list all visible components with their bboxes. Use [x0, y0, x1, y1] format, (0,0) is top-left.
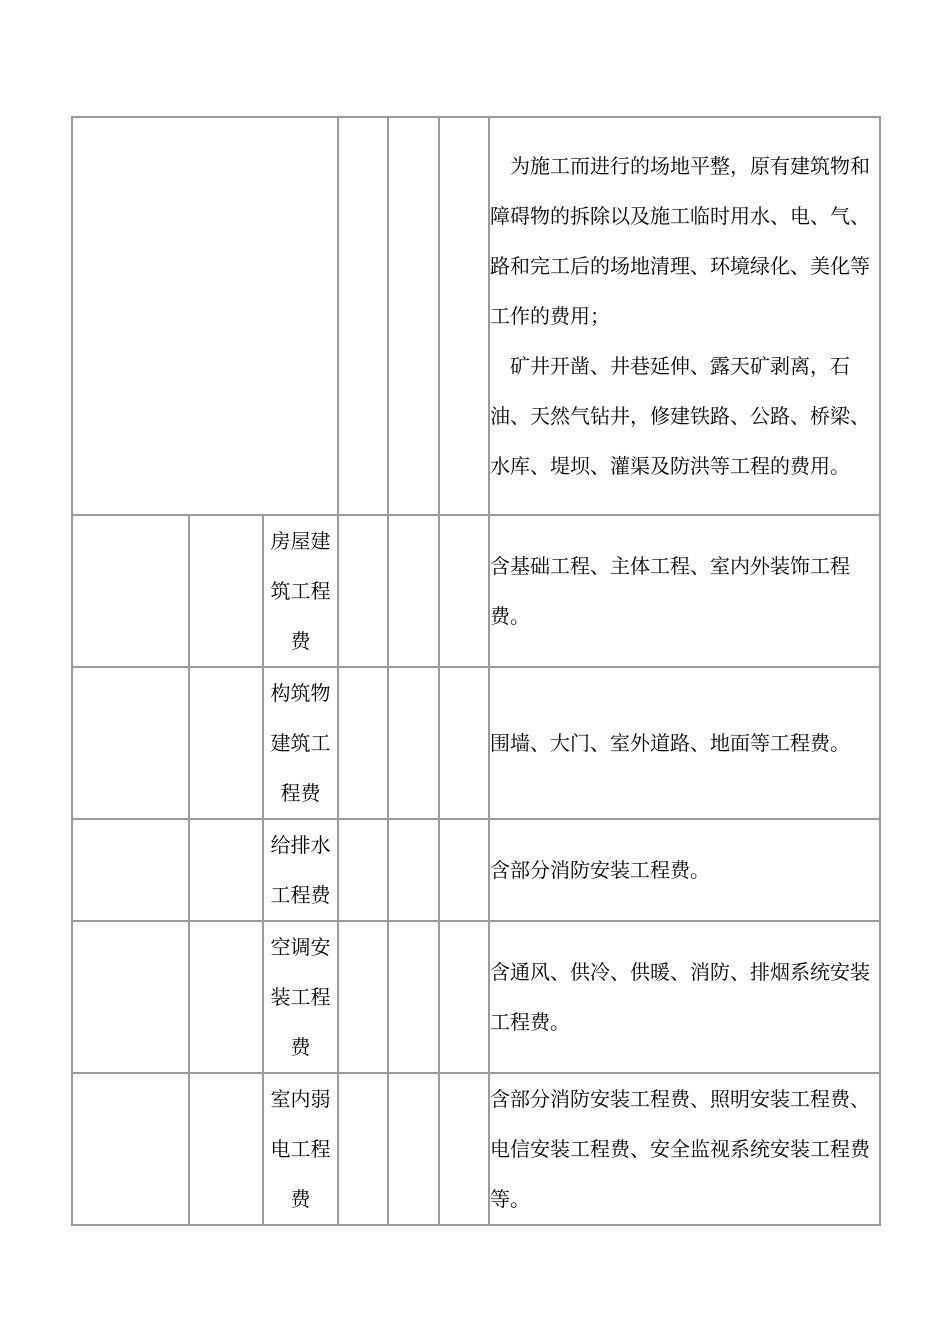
- item-name-cell: 空调安装工程费: [263, 921, 338, 1073]
- item-name-cell: 房屋建筑工程费: [263, 515, 338, 667]
- empty-cell: [388, 667, 439, 819]
- description-cell: [489, 819, 880, 921]
- table-row: [72, 515, 880, 667]
- empty-cell: [189, 819, 263, 921]
- empty-cell: [388, 117, 439, 515]
- empty-cell: [189, 921, 263, 1073]
- cost-table: [71, 116, 881, 1226]
- empty-cell: [439, 819, 489, 921]
- empty-cell: [72, 1073, 189, 1225]
- empty-cell: [189, 515, 263, 667]
- table-row: [72, 1073, 880, 1225]
- description-paragraph: 矿井开凿、井巷延伸、露天矿剥离，石油、天然气钻井，修建铁路、公路、桥梁、水库、堤坝、灌渠及防洪等工程的费用。: [490, 354, 871, 478]
- item-name-cell: 给排水工程费: [263, 819, 338, 921]
- empty-cell: [72, 921, 189, 1073]
- description-cell: [489, 117, 880, 515]
- description-paragraph: 含部分消防安装工程费。: [490, 858, 711, 882]
- description-paragraph: 为施工而进行的场地平整，原有建筑物和障碍物的拆除以及施工临时用水、电、气、路和完工后的场地清理、环境绿化、美化等工作的费用；: [490, 154, 871, 328]
- empty-cell: [338, 1073, 388, 1225]
- empty-cell: [439, 667, 489, 819]
- description-cell: [489, 921, 880, 1073]
- description-paragraph: 围墙、大门、室外道路、地面等工程费。: [490, 731, 851, 755]
- empty-cell: [72, 819, 189, 921]
- description-cell: [489, 515, 880, 667]
- empty-cell: [388, 515, 439, 667]
- table-row: [72, 667, 880, 819]
- empty-cell: [338, 819, 388, 921]
- empty-cell: [72, 515, 189, 667]
- empty-cell: [338, 667, 388, 819]
- empty-cell: [439, 117, 489, 515]
- description-cell: [489, 1073, 880, 1225]
- empty-cell: [189, 667, 263, 819]
- empty-cell: [189, 1073, 263, 1225]
- description-paragraph: 含通风、供冷、供暖、消防、排烟系统安装工程费。: [490, 960, 871, 1034]
- table-row: [72, 921, 880, 1073]
- item-name-cell: [72, 117, 338, 515]
- empty-cell: [338, 117, 388, 515]
- empty-cell: [338, 921, 388, 1073]
- empty-cell: [72, 667, 189, 819]
- empty-cell: [439, 515, 489, 667]
- empty-cell: [388, 921, 439, 1073]
- table-row: [72, 117, 880, 515]
- empty-cell: [388, 1073, 439, 1225]
- empty-cell: [439, 1073, 489, 1225]
- description-paragraph: 含基础工程、主体工程、室内外装饰工程费。: [490, 554, 851, 628]
- description-cell: [489, 667, 880, 819]
- empty-cell: [388, 819, 439, 921]
- table-row: [72, 819, 880, 921]
- empty-cell: [439, 921, 489, 1073]
- item-name-cell: 室内弱电工程费: [263, 1073, 338, 1225]
- item-name-cell: 构筑物建筑工程费: [263, 667, 338, 819]
- description-paragraph: 含部分消防安装工程费、照明安装工程费、电信安装工程费、安全监视系统安装工程费等。: [490, 1087, 871, 1211]
- empty-cell: [338, 515, 388, 667]
